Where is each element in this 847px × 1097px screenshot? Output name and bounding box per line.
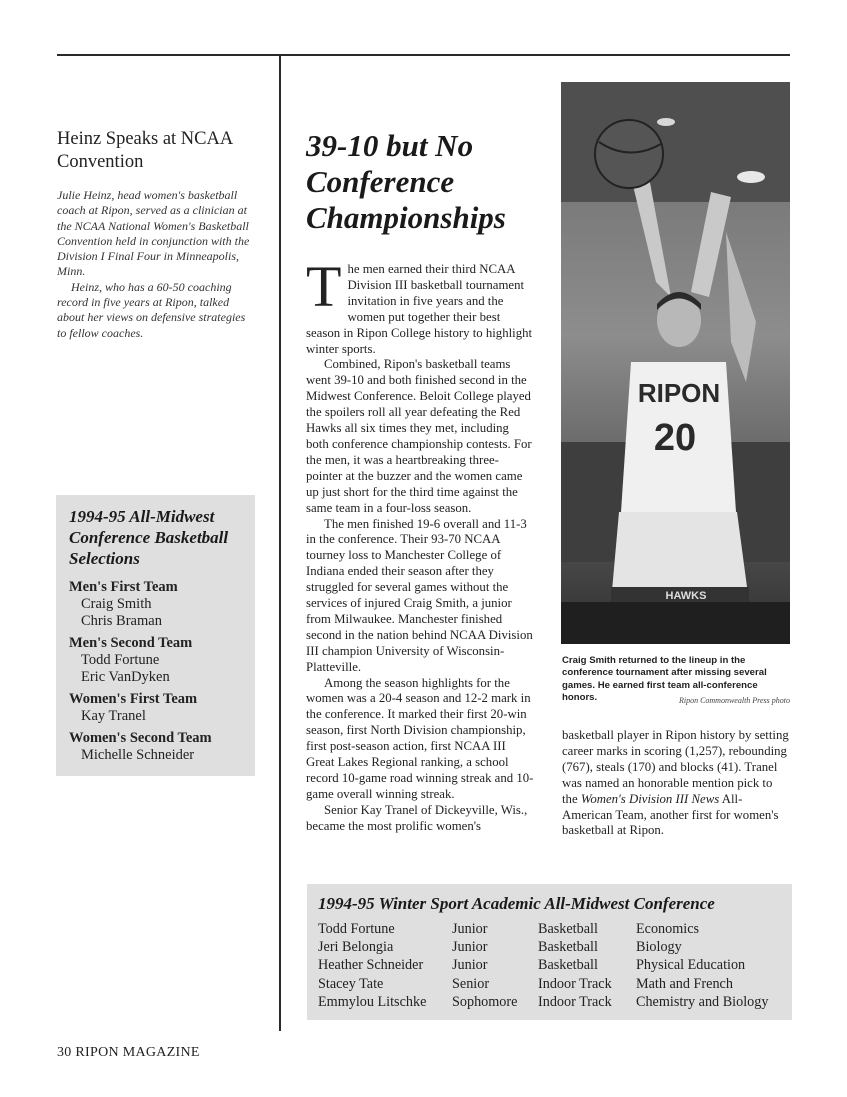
- jersey-name: RIPON: [637, 378, 721, 408]
- selection-group: [69, 730, 251, 764]
- continuation-text: basketball player in Ripon history by setting career marks in scoring (1,257), rebounding (767), steals (170) and blocks (41). Tranel was named an honorable mention pick to the: [562, 728, 789, 806]
- player-name: Kay Tranel: [81, 708, 146, 724]
- player-name: Eric VanDyken: [81, 669, 170, 685]
- academic-all-conference-box: [307, 884, 792, 1020]
- article-first-paragraph: [306, 254, 534, 357]
- major: Chemistry and Biology: [636, 993, 769, 1010]
- sport: Indoor Track: [538, 975, 612, 992]
- academic-title: 1994-95 Winter Sport Academic All-Midwest Conference: [318, 894, 715, 913]
- athlete-name: Emmylou Litschke: [318, 993, 427, 1010]
- first-paragraph-text: he men earned their third NCAA Division III basketball tournament invitation in five years and the women put together their best season in Ripon College history to highlight winter sports.: [306, 262, 533, 356]
- article-headline: 39-10 but No Conference Championships: [306, 128, 506, 235]
- article-paragraph: Senior Kay Tranel of Dickeyville, Wis., became the most prolific women's: [306, 802, 528, 833]
- major: Economics: [636, 921, 700, 937]
- class-year: Sophomore: [452, 993, 518, 1010]
- table-row: [318, 993, 786, 1011]
- sidebar-heading: Heinz Speaks at NCAA Convention: [57, 129, 233, 172]
- sport: Basketball: [538, 921, 598, 937]
- drop-cap: T: [306, 254, 342, 319]
- sport: Basketball: [538, 939, 598, 956]
- continuation-paragraph: [562, 728, 790, 839]
- article-continuation: [562, 728, 790, 839]
- all-midwest-groups: [69, 579, 251, 769]
- photo-credit: Ripon Commonwealth Press photo: [678, 696, 790, 705]
- page-footer: [57, 1045, 200, 1061]
- publication-name: RIPON MAGAZINE: [75, 1045, 200, 1060]
- basketball-photo: [561, 82, 790, 644]
- academic-table: [318, 920, 786, 1011]
- article-paragraph: Among the season highlights for the women was a 20-4 season and 12-2 mark in the conference. It marked their first 20-win season, first North Division championship, first post-season action, first NCAA III Great Lakes Regional ranking, a school record 10-game road winning streak and 10-game overall winning streak.: [306, 675, 534, 801]
- group-title: Men's First Team: [69, 579, 178, 595]
- shorts-text: HAWKS: [665, 590, 707, 602]
- publication-title: Women's Division III News: [580, 791, 720, 806]
- major: Physical Education: [636, 957, 746, 974]
- table-row: [318, 920, 786, 938]
- photo-caption: Craig Smith returned to the lineup in the conference tournament after missing several games. He earned first team all-conference honors.: [562, 655, 767, 704]
- class-year: Senior: [452, 975, 490, 992]
- athlete-name: Heather Schneider: [318, 957, 424, 974]
- all-midwest-title: 1994-95 All-Midwest Conference Basketball Selections: [69, 507, 229, 568]
- player-name: Craig Smith: [81, 596, 152, 612]
- athlete-name: Stacey Tate: [318, 975, 384, 992]
- selection-group: [69, 579, 251, 630]
- player-shooting-illustration: [561, 82, 790, 644]
- selection-group: [69, 691, 251, 725]
- article-paragraph: The men finished 19-6 overall and 11-3 in the conference. Their 93-70 NCAA tourney loss to Manchester College of Indiana ended their season after they struggled for several games without the services of injured Craig Smith, a junior from Milwaukee. Manchester finished second in the nation behind NCAA Division III champion University of Wisconsin-Platteville.: [306, 516, 533, 674]
- sport: Basketball: [538, 957, 598, 974]
- table-row: [318, 956, 786, 974]
- sport: Indoor Track: [538, 993, 612, 1010]
- major: Biology: [636, 939, 682, 956]
- sidebar-paragraph: Julie Heinz, head women's basketball coach at Ripon, served as a clinician at the NCAA National Women's Basketball Convention held in conjunction with the Division I Final Four in Minneapolis, Minn.: [57, 188, 250, 279]
- article-body: [306, 254, 534, 835]
- all-midwest-box: [56, 495, 255, 776]
- player-name: Michelle Schneider: [81, 747, 195, 763]
- sidebar-story: [57, 188, 257, 341]
- group-title: Women's Second Team: [69, 730, 212, 746]
- player-name: Todd Fortune: [81, 652, 160, 668]
- group-title: Women's First Team: [69, 691, 198, 707]
- table-row: [318, 975, 786, 993]
- class-year: Junior: [452, 939, 488, 956]
- top-rule: [57, 54, 790, 56]
- class-year: Junior: [452, 957, 488, 974]
- group-title: Men's Second Team: [69, 635, 193, 651]
- athlete-name: Jeri Belongia: [318, 939, 394, 956]
- sidebar-paragraph: Heinz, who has a 60-50 coaching record in five years at Ripon, talked about her views on defensive strategies to fellow coaches.: [57, 279, 246, 340]
- article-paragraph: Combined, Ripon's basketball teams went 39-10 and both finished second in the Midwest Conference. Beloit College played the spoilers roll all year defeating the Red Hawks all six times they met, including both conference championship contests. For the men, it was a heartbreaking three-pointer at the buzzer and the women came up just short for the third time against the same team in a four-loss season.: [306, 357, 532, 515]
- jersey-number: 20: [653, 417, 697, 459]
- table-row: [318, 938, 786, 956]
- column-divider: [279, 56, 281, 1031]
- player-name: Chris Braman: [81, 613, 162, 629]
- selection-group: [69, 635, 251, 686]
- major: Math and French: [636, 975, 733, 992]
- page-number: 30: [57, 1045, 72, 1060]
- continuation-text: All-American Team, another first for women's basketball at Ripon.: [562, 791, 779, 838]
- athlete-name: Todd Fortune: [318, 921, 395, 937]
- class-year: Junior: [452, 921, 488, 937]
